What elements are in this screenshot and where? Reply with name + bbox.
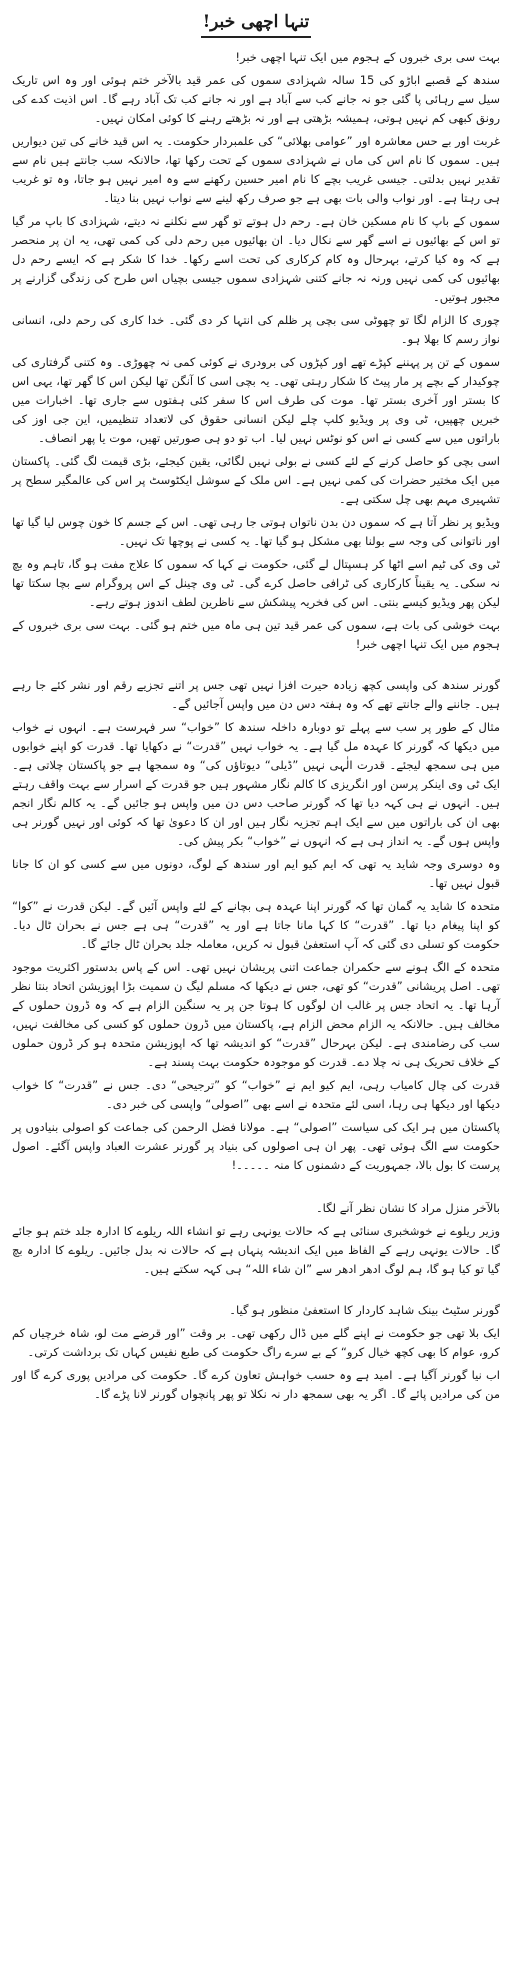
- paragraph: مثال کے طور پر سب سے پہلے تو دوبارہ داخلہ سندھ کا ”خواب“ سر فہرست ہے۔ انہوں نے خواب میں دیکھا کہ گورنر کا عہدہ مل گیا ہے۔ یہ خواب نہیں ”قدرت“ نے دکھایا تھا۔ قدرت کو اپنے خوابوں میں ہی سمجھ لیجئے۔ قدرت الٰہی نہیں ”ڈیلی“ دیوتاؤں کی“ وہ سمجھا ہے جو پاکستان چلاتی ہے۔ ایک ٹی وی اینکر پرسن اور انگریزی کا کالم نگار مشہور ہیں جو قدرت کے اسرار سے بہت واقف رہتے ہیں۔ انہوں نے ہی کہہ دیا تھا کہ گورنر صاحب دس دن میں واپس ہو جائیں گے۔ یہ کالم نگار انجم بھی ان کی باراتوں میں سے ایک اہم تجزیہ نگار ہیں اور ان کا دعویٰ تھا کہ کوئی اور نہیں گورنر ہی واپس ہوں گے۔ یہ انداز ہی ہے کہ انہوں نے ”خواب“ بکر پیش کی۔: [12, 720, 500, 848]
- section-gap: [12, 1283, 500, 1301]
- section-state-bank: [12, 1301, 500, 1404]
- paragraph: سموں کے تن پر پہننے کپڑے تھے اور کپڑوں کی برودری نے کوئی کمی نہ چھوڑی۔ وہ کتنی گرفتاری کی چوکیدار کے بچے پر مار پیٹ کا شکار رہتی تھی۔ یہ بچی اسی کا آنگن تھا لیکن اس کا گھر تھا، یہی اس کا بستر اور آخری بستر تھا۔ موت کی طرف اس کا سفر کئی ہفتوں سے جاری تھا۔ اخبارات میں خبریں چھپیں، ٹی وی پر ویڈیو کلپ چلے لیکن انسانی حقوق کی لاتعداد تنظیمیں، این جی اوز کی باراتوں میں سے کسی نے اس کو نوٹس نہیں لیا۔ اب تو دو ہی صورتیں تھیں، موت یا پھر انصاف۔: [12, 355, 500, 445]
- paragraph: قدرت کی چال کامیاب رہی، ایم کیو ایم نے ”خواب“ کو ”ترجیحی“ دی۔ جس نے ”قدرت“ کا خواب دیکھا اور دیکھا ہی رہا، اسی لئے متحدہ نے اسے بھی ”اصولی“ واپسی کی خبر دی۔: [12, 1078, 500, 1111]
- paragraph: بالآخر منزل مراد کا نشان نظر آنے لگا۔: [315, 1201, 500, 1215]
- title-underline: [201, 36, 311, 38]
- paragraph: متحدہ کے الگ ہونے سے حکمران جماعت اتنی پریشان نہیں تھی۔ اس کے پاس بدستور اکثریت موجود تھی۔ اصل پریشانی ”قدرت“ کو تھی، جس نے دیکھا کہ مسلم لیگ ن سمیت بڑا اپوزیشن اتحاد بنتا نظر آرہا تھا۔ یہ اتحاد جس پر غالب ان لوگوں کا ہوتا جن پر یہ سنگین الزام ہے کہ وہ ڈرون حملوں کے مخالف ہیں۔ حالانکہ یہ الزام محض الزام ہے، پاکستان میں ڈرون حملوں کو کسی کی مخالفت نہیں، سب کی رضامندی ہے۔ لیکن بہرحال ”قدرت“ کو اندیشہ تھا کہ اپوزیشن متحدہ ہو کر ڈرون حملوں کے خلاف تحریک ہی نہ چلا دے۔ قدرت کو موجودہ حکومت بہت پسند ہے۔: [12, 960, 500, 1069]
- section-gap: [12, 658, 500, 676]
- paragraph: اسی بچی کو حاصل کرنے کے لئے کسی نے بولی نہیں لگائی، یقین کیجئے، بڑی قیمت لگ گئی۔ پاکستان میں ایک مختیر حضرات کی کمی نہیں ہے۔ اس ملک کے سوشل ایکٹوسٹ پر اس کی عالمگیر سطح پر تشہیری مہم بھی چل سکتی ہے۔: [12, 454, 500, 506]
- section-gap: [12, 1179, 500, 1199]
- paragraph: اب نیا گورنر آگیا ہے۔ امید ہے وہ حسب خواہش تعاون کرے گا۔ حکومت کی مرادیں پوری کرے گا اور من کی مرادیں پائے گا۔ اگر یہ بھی سمجھ دار نہ نکلا تو پھر پانچواں گورنر لانا پڑے گا۔: [12, 1368, 500, 1401]
- paragraph: وزیر ریلوے نے خوشخبری سنائی ہے کہ حالات یونہی رہے تو انشاء اللہ ریلوے کا ادارہ جلد ختم ہو جائے گا۔ حالات یونہی رہے کے الفاظ میں ایک اندیشہ پنہاں ہے کہ حالات نہ بدل جائیں۔ ریلوے کا ادارہ بچ گیا تو کیا ہو گا، ہم لوگ ادھر ادھر سے ”ان شاء اللہ“ ہی کہہ سکتے ہیں۔: [12, 1224, 500, 1276]
- paragraph: سموں کے باپ کا نام مسکین خان ہے۔ رحم دل ہوتے تو گھر سے نکلنے نہ دیتے، شہزادی کا باپ مر گیا تو اس کے بھائیوں نے اسے گھر سے نکال دیا۔ ان بھائیوں میں رحم دلی کی کمی تھی، یہ ان پر منحصر ہے کہ وہ کیا کرتے، بہرحال وہ کام کرکاری کی تحت اسے رکھا۔ خدا کا شکر ہے کہ ایسے رحم دل بھائیوں کی کمی نہیں ورنہ نہ جانے کتنی شہزادی سموں جیسی بچیاں اس طرح کی زندگی گزارنے پر مجبور ہوتیں۔: [12, 214, 500, 304]
- paragraph: بہت سی بری خبروں کے ہجوم میں ایک تنہا اچھی خبر!: [235, 50, 500, 64]
- paragraph: سندھ کے قصبے اباڑو کی 15 سالہ شہزادی سموں کی عمر قید بالآخر ختم ہوئی اور وہ اس تاریک سیل سے رہائی پا گئی جو نہ جانے کب سے آباد ہے اور نہ جانے کب تک آباد رہے گا۔ اس اذیت کدے کی رونق کبھی کم نہیں ہوتی، ہمیشہ بڑھتی ہے اور نہ بڑھتے رہنے کا کوئی امکان نہیں۔: [12, 73, 500, 125]
- paragraph: گورنر سٹیٹ بینک شاہد کاردار کا استعفیٰ منظور ہو گیا۔: [229, 1303, 500, 1317]
- section-railways: [12, 1199, 500, 1279]
- paragraph: پاکستان میں ہر ایک کی سیاست ”اصولی“ ہے۔ مولانا فضل الرحمن کی جماعت کو اصولی بنیادوں پر حکومت سے الگ ہوئی تھی۔ پھر ان ہی اصولوں کی بنیاد پر گورنر عشرت العباد واپس آگئے۔ اصول پرست کا بول بالا، جمہوریت کے دشمنوں کا منہ ۔۔۔۔۔!: [12, 1120, 500, 1172]
- paragraph: ٹی وی کی ٹیم اسے اٹھا کر ہسپتال لے گئی، حکومت نے کہا کہ سموں کا علاج مفت ہو گا، تاہم وہ بچ نہ سکی۔ یہ یقیناً کارکاری کی ٹرافی حاصل کرے گی۔ ٹی وی چینل کے اس پروگرام سے بچا سکتا تھا لیکن پھر ویڈیو کیسے بنتی۔ اس کی فخریہ پیشکش سے ناظرین لطف اندوز ہوتے رہے۔: [12, 557, 500, 609]
- paragraph: گورنر سندھ کی واپسی کچھ زیادہ حیرت افزا نہیں تھی جس پر اتنے تجزیے رقم اور نشر کئے جا رہے ہیں۔ جاننے والے جانتے تھے کہ وہ ہفتہ دس دن میں واپس آجائیں گے۔: [12, 678, 500, 711]
- section-governor-sindh: [12, 676, 500, 1175]
- paragraph: وہ دوسری وجہ شاید یہ تھی کہ ایم کیو ایم اور سندھ کے لوگ، دونوں میں سے کسی کو ان کا جانا قبول نہیں تھا۔: [12, 857, 500, 890]
- section-samon-story: [12, 48, 500, 654]
- paragraph: چوری کا الزام لگا تو چھوٹی سی بچی پر ظلم کی انتہا کر دی گئی۔ خدا کاری کی رحم دلی، انسانی نواز رسم کا بھلا ہو۔: [12, 313, 500, 346]
- paragraph: متحدہ کا شاید یہ گمان تھا کہ گورنر اپنا عہدہ ہی بچانے کے لئے واپس آئیں گے۔ لیکن قدرت نے ”کوا“ کو اپنا پیغام دیا تھا۔ ”قدرت“ کا کہا مانا جاتا ہے اور یہ ”قدرت“ ہی ہے جس نے بحران ٹال دیا۔ حکومت کو تسلی دی گئی کہ آپ استعفیٰ قبول نہ کریں، معاملہ جلد بحران ٹال جائے گا۔: [12, 899, 500, 951]
- paragraph: ویڈیو پر نظر آتا ہے کہ سموں دن بدن ناتواں ہوتی جا رہی تھی۔ اس کے جسم کا خون چوس لیا گیا تھا اور ناتوانی کی وجہ سے بولنا بھی مشکل ہو گیا تھا۔ یہ کسی نے پوچھا تک نہیں۔: [12, 515, 500, 548]
- paragraph: غربت اور بے حس معاشرہ اور ”عوامی بھلائی“ کی علمبردار حکومت۔ یہ اس قید خانے کی تین دیواریں ہیں۔ سموں کا نام اس کی ماں نے شہزادی سموں کے تحت رکھا تھا، حالانکہ سب جانتے ہیں نام سے تقدیر نہیں بدلتی۔ جیسی غریب بچے کا نام امیر حسین رکھنے سے وہ امیر نہیں ہو جاتا، وہ تو غریب ہی رہتا ہے۔ اور نواب والی بات بھی ہے جو صرف رکھ لینے سے نواب نہیں بنا دیتا۔: [12, 134, 500, 205]
- paragraph: بہت خوشی کی بات ہے، سموں کی عمر قید تین ہی ماہ میں ختم ہو گئی۔ بہت سی بری خبروں کے ہجوم میں ایک تنہا اچھی خبر!: [12, 618, 500, 651]
- paragraph: ایک بلا تھی جو حکومت نے اپنے گلے میں ڈال رکھی تھی۔ بر وقت ”اور قرضے مت لو، شاہ خرچیاں کم کرو، عوام کا بھی کچھ خیال کرو“ کے بے سرے راگ حکومت کی طبع نفیس کہاں تک برداشت کرتی۔: [12, 1326, 500, 1359]
- column-title: تنہا اچھی خبر!: [202, 12, 310, 32]
